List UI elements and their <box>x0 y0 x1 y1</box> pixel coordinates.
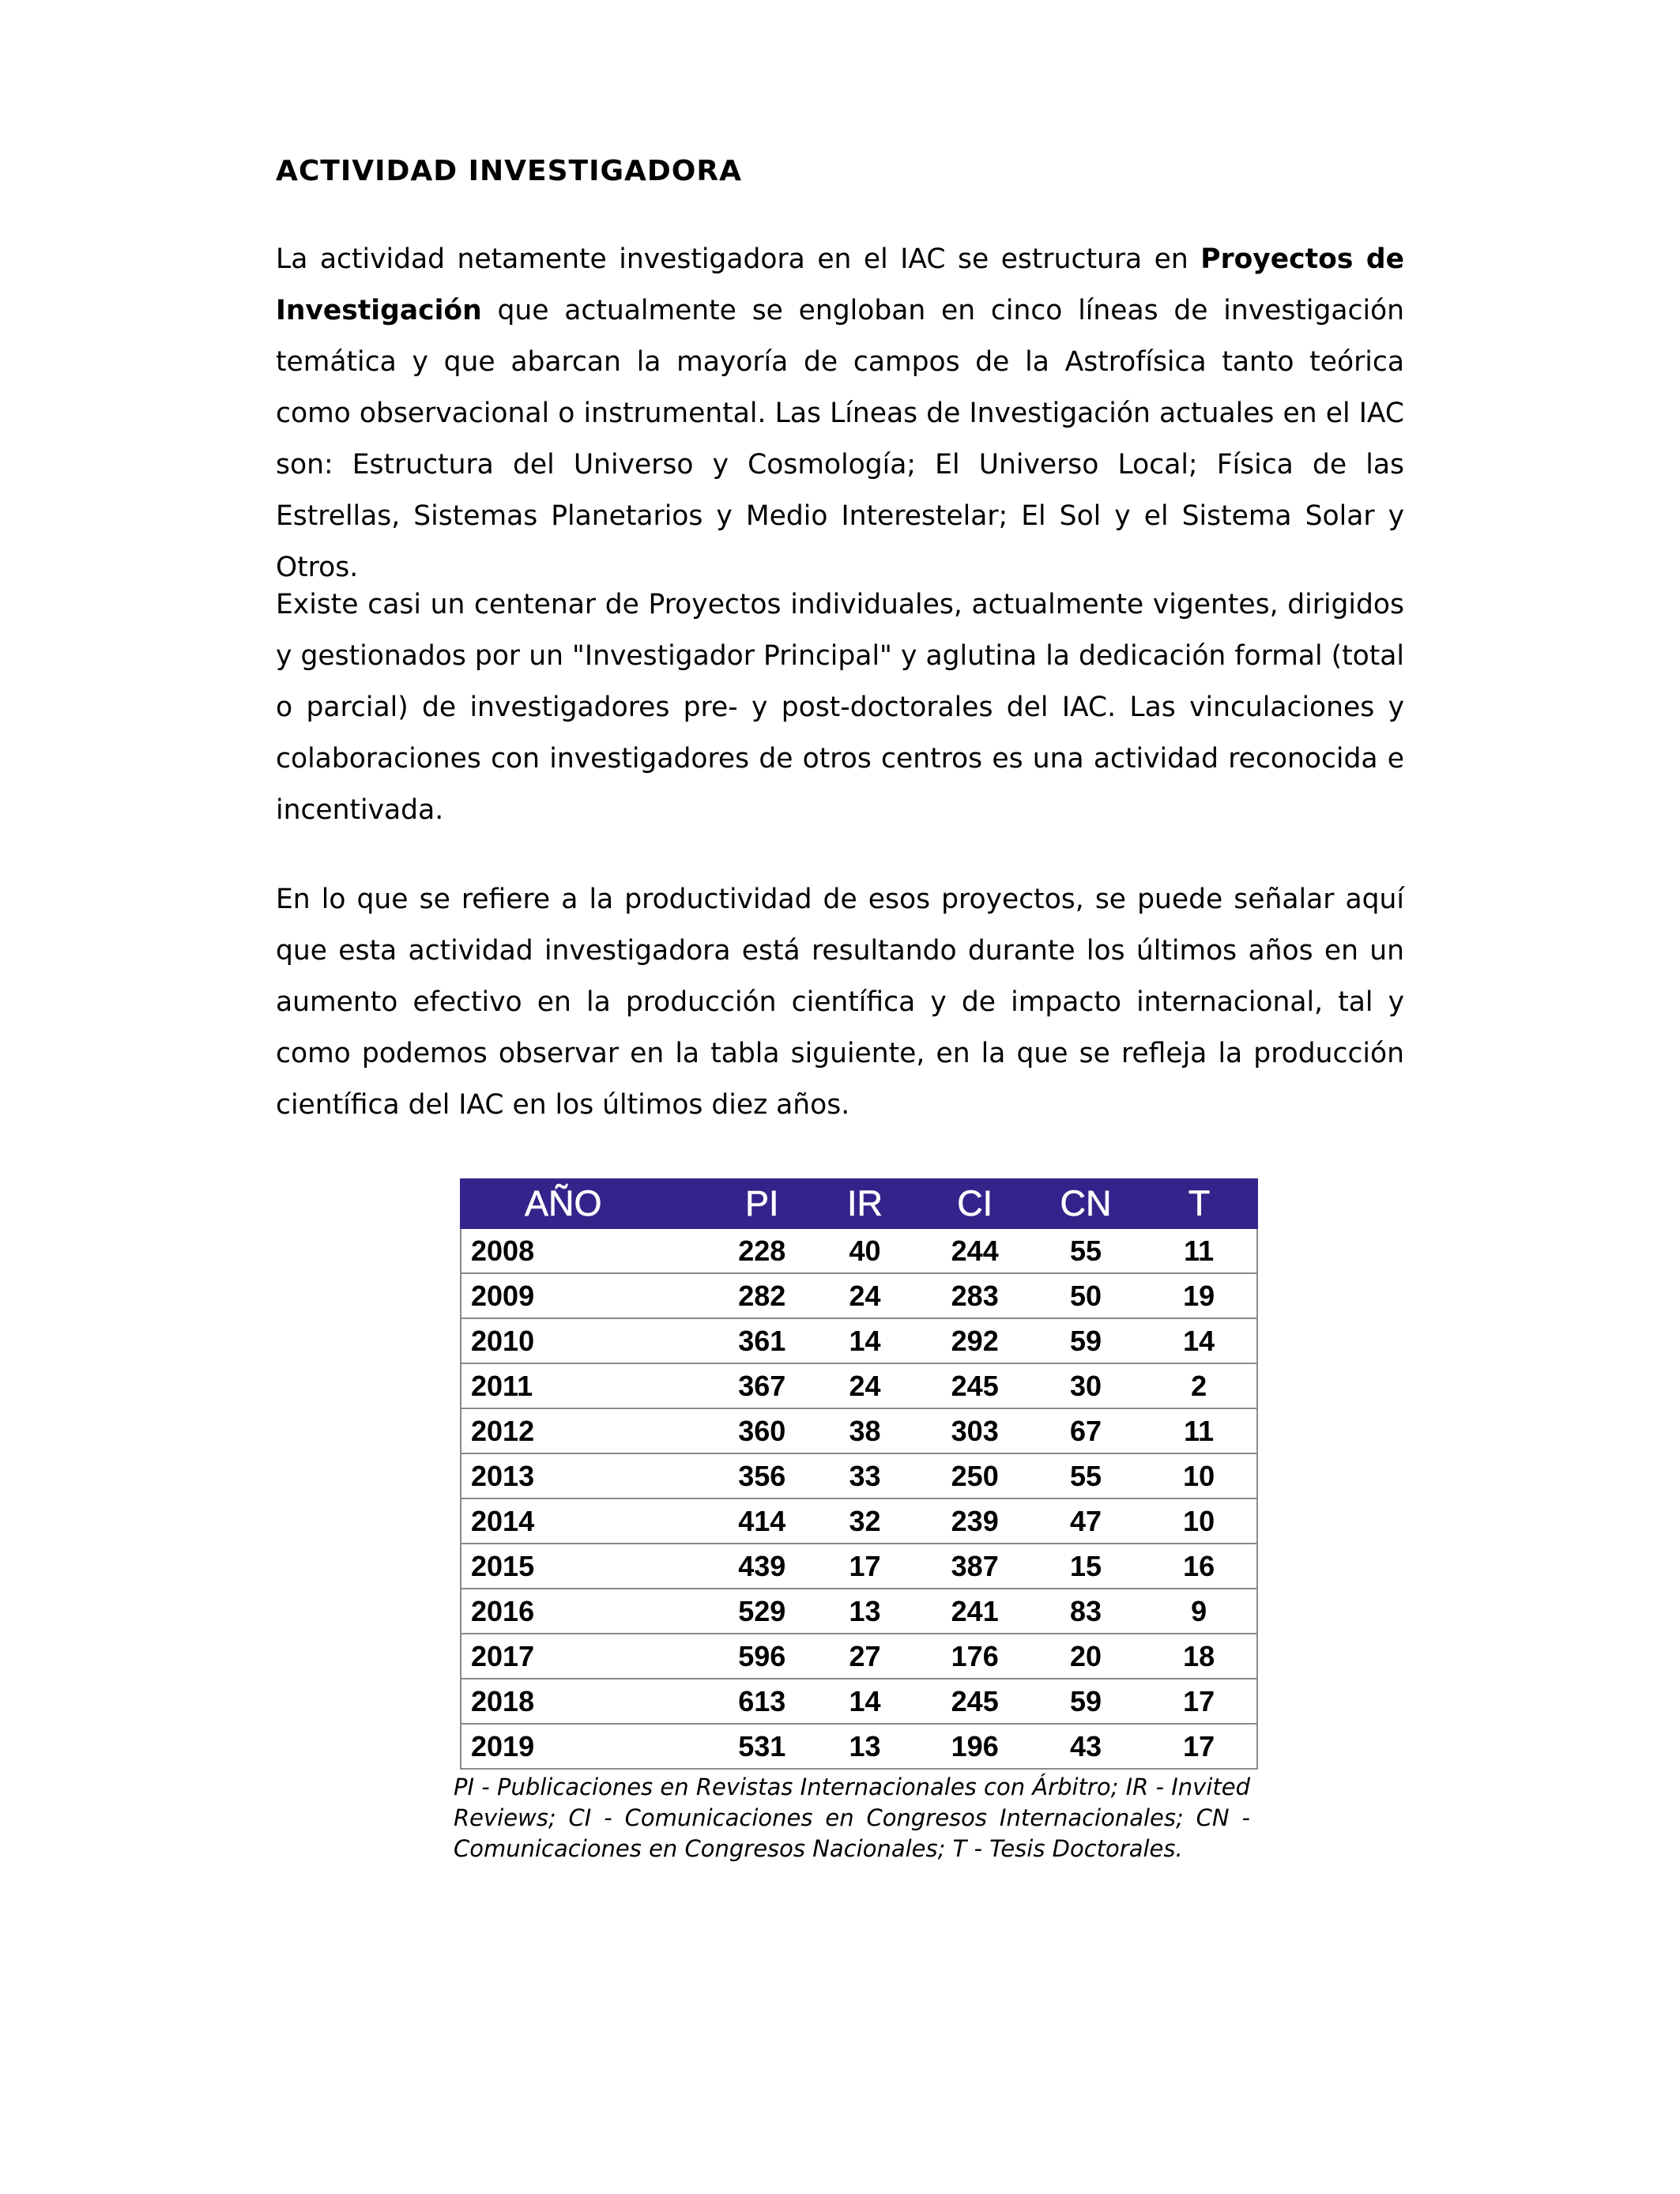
cell-pi: 414 <box>714 1498 810 1544</box>
cell-t: 2 <box>1141 1363 1257 1408</box>
cell-year: 2016 <box>461 1589 714 1634</box>
cell-ci: 245 <box>920 1363 1030 1408</box>
table-row <box>461 1679 1257 1724</box>
cell-ci: 244 <box>920 1228 1030 1273</box>
header-t: T <box>1141 1179 1257 1228</box>
cell-year: 2017 <box>461 1634 714 1679</box>
cell-t: 10 <box>1141 1453 1257 1498</box>
cell-ci: 176 <box>920 1634 1030 1679</box>
cell-ci: 196 <box>920 1724 1030 1769</box>
cell-ir: 33 <box>810 1453 919 1498</box>
cell-pi: 360 <box>714 1408 810 1453</box>
table-footnote: PI - Publicaciones en Revistas Internacionales con Árbitro; IR - Invited Reviews; CI - Comunicaciones en Congresos Internacionales; CN - Comunicaciones en Congresos Nacionales; T - Tesis Doctorales. <box>454 1774 1250 1862</box>
table-row <box>461 1453 1257 1498</box>
cell-pi: 361 <box>714 1318 810 1363</box>
cell-year: 2009 <box>461 1273 714 1318</box>
paragraph-1-bold-term: Proyectos de Investigación <box>276 243 1404 326</box>
paragraph-1-rest: que actualmente se engloban en cinco líneas de investigación temática y que abarcan la mayoría de campos de la Astrofísica tanto teórica como observacional o instrumental. Las Líneas de Investigación actuales en el IAC son: Estructura del Universo y Cosmología; El Universo Local; Física de las Estrellas, Sistemas Planetarios y Medio Interestelar; El Sol y el Sistema Solar y Otros. <box>276 295 1405 583</box>
table-row <box>461 1363 1257 1408</box>
table-row <box>461 1589 1257 1634</box>
cell-t: 11 <box>1141 1408 1257 1453</box>
cell-cn: 47 <box>1030 1498 1142 1544</box>
table-row <box>461 1498 1257 1544</box>
cell-ci: 303 <box>920 1408 1030 1453</box>
cell-ci: 245 <box>920 1679 1030 1724</box>
table-row <box>461 1544 1257 1589</box>
cell-pi: 439 <box>714 1544 810 1589</box>
table-row <box>461 1408 1257 1453</box>
cell-cn: 43 <box>1030 1724 1142 1769</box>
scientific-production-table <box>460 1178 1258 1770</box>
cell-t: 17 <box>1141 1679 1257 1724</box>
table-header-row <box>461 1179 1257 1228</box>
cell-pi: 531 <box>714 1724 810 1769</box>
cell-ci: 239 <box>920 1498 1030 1544</box>
cell-pi: 613 <box>714 1679 810 1724</box>
cell-year: 2010 <box>461 1318 714 1363</box>
cell-year: 2018 <box>461 1679 714 1724</box>
header-cn: CN <box>1030 1179 1142 1228</box>
cell-cn: 55 <box>1030 1453 1142 1498</box>
cell-pi: 356 <box>714 1453 810 1498</box>
cell-cn: 59 <box>1030 1679 1142 1724</box>
cell-pi: 596 <box>714 1634 810 1679</box>
cell-ir: 27 <box>810 1634 919 1679</box>
cell-year: 2014 <box>461 1498 714 1544</box>
paragraph-projects: Existe casi un centenar de Proyectos individuales, actualmente vigentes, dirigidos y gestionados por un "Investigador Principal" y aglutina la dedicación formal (total o parcial) de investigadores pre- y post-doctorales del IAC. Las vinculaciones y colaboraciones con investigadores de otros centros es una actividad reconocida e incentivada. <box>276 589 1404 826</box>
cell-ir: 24 <box>810 1273 919 1318</box>
paragraph-1-intro: La actividad netamente investigadora en el IAC se estructura en <box>276 243 1188 275</box>
cell-t: 9 <box>1141 1589 1257 1634</box>
cell-ir: 13 <box>810 1724 919 1769</box>
cell-cn: 15 <box>1030 1544 1142 1589</box>
cell-cn: 20 <box>1030 1634 1142 1679</box>
paragraph-productivity: En lo que se refiere a la productividad de esos proyectos, se puede señalar aquí que esta actividad investigadora está resultando durante los últimos años en un aumento efectivo en la producción científica y de impacto internacional, tal y como podemos observar en la tabla siguiente, en la que se refleja la producción científica del IAC en los últimos diez años. <box>276 884 1404 1121</box>
cell-ci: 387 <box>920 1544 1030 1589</box>
cell-ci: 292 <box>920 1318 1030 1363</box>
table-header <box>461 1179 1257 1228</box>
cell-t: 19 <box>1141 1273 1257 1318</box>
cell-t: 16 <box>1141 1544 1257 1589</box>
cell-t: 10 <box>1141 1498 1257 1544</box>
cell-pi: 282 <box>714 1273 810 1318</box>
header-pi: PI <box>714 1179 810 1228</box>
cell-ir: 24 <box>810 1363 919 1408</box>
cell-t: 11 <box>1141 1228 1257 1273</box>
paragraph-lines-of-research <box>276 234 1404 594</box>
cell-year: 2008 <box>461 1228 714 1273</box>
header-ci: CI <box>920 1179 1030 1228</box>
cell-cn: 55 <box>1030 1228 1142 1273</box>
table-body <box>461 1228 1257 1769</box>
cell-cn: 59 <box>1030 1318 1142 1363</box>
cell-cn: 50 <box>1030 1273 1142 1318</box>
cell-ir: 14 <box>810 1318 919 1363</box>
cell-t: 18 <box>1141 1634 1257 1679</box>
cell-year: 2013 <box>461 1453 714 1498</box>
table-row <box>461 1318 1257 1363</box>
cell-ci: 241 <box>920 1589 1030 1634</box>
cell-ir: 17 <box>810 1544 919 1589</box>
cell-year: 2012 <box>461 1408 714 1453</box>
cell-pi: 529 <box>714 1589 810 1634</box>
cell-ir: 32 <box>810 1498 919 1544</box>
cell-pi: 228 <box>714 1228 810 1273</box>
table-row <box>461 1634 1257 1679</box>
cell-ir: 13 <box>810 1589 919 1634</box>
section-heading: ACTIVIDAD INVESTIGADORA <box>276 155 742 187</box>
table-row <box>461 1228 1257 1273</box>
table-row <box>461 1724 1257 1769</box>
cell-year: 2019 <box>461 1724 714 1769</box>
cell-ir: 14 <box>810 1679 919 1724</box>
cell-t: 17 <box>1141 1724 1257 1769</box>
cell-t: 14 <box>1141 1318 1257 1363</box>
cell-cn: 83 <box>1030 1589 1142 1634</box>
cell-cn: 30 <box>1030 1363 1142 1408</box>
cell-year: 2011 <box>461 1363 714 1408</box>
cell-cn: 67 <box>1030 1408 1142 1453</box>
cell-ci: 250 <box>920 1453 1030 1498</box>
cell-ir: 38 <box>810 1408 919 1453</box>
header-year: AÑO <box>461 1179 714 1228</box>
cell-ir: 40 <box>810 1228 919 1273</box>
table-row <box>461 1273 1257 1318</box>
header-ir: IR <box>810 1179 919 1228</box>
cell-year: 2015 <box>461 1544 714 1589</box>
cell-pi: 367 <box>714 1363 810 1408</box>
cell-ci: 283 <box>920 1273 1030 1318</box>
